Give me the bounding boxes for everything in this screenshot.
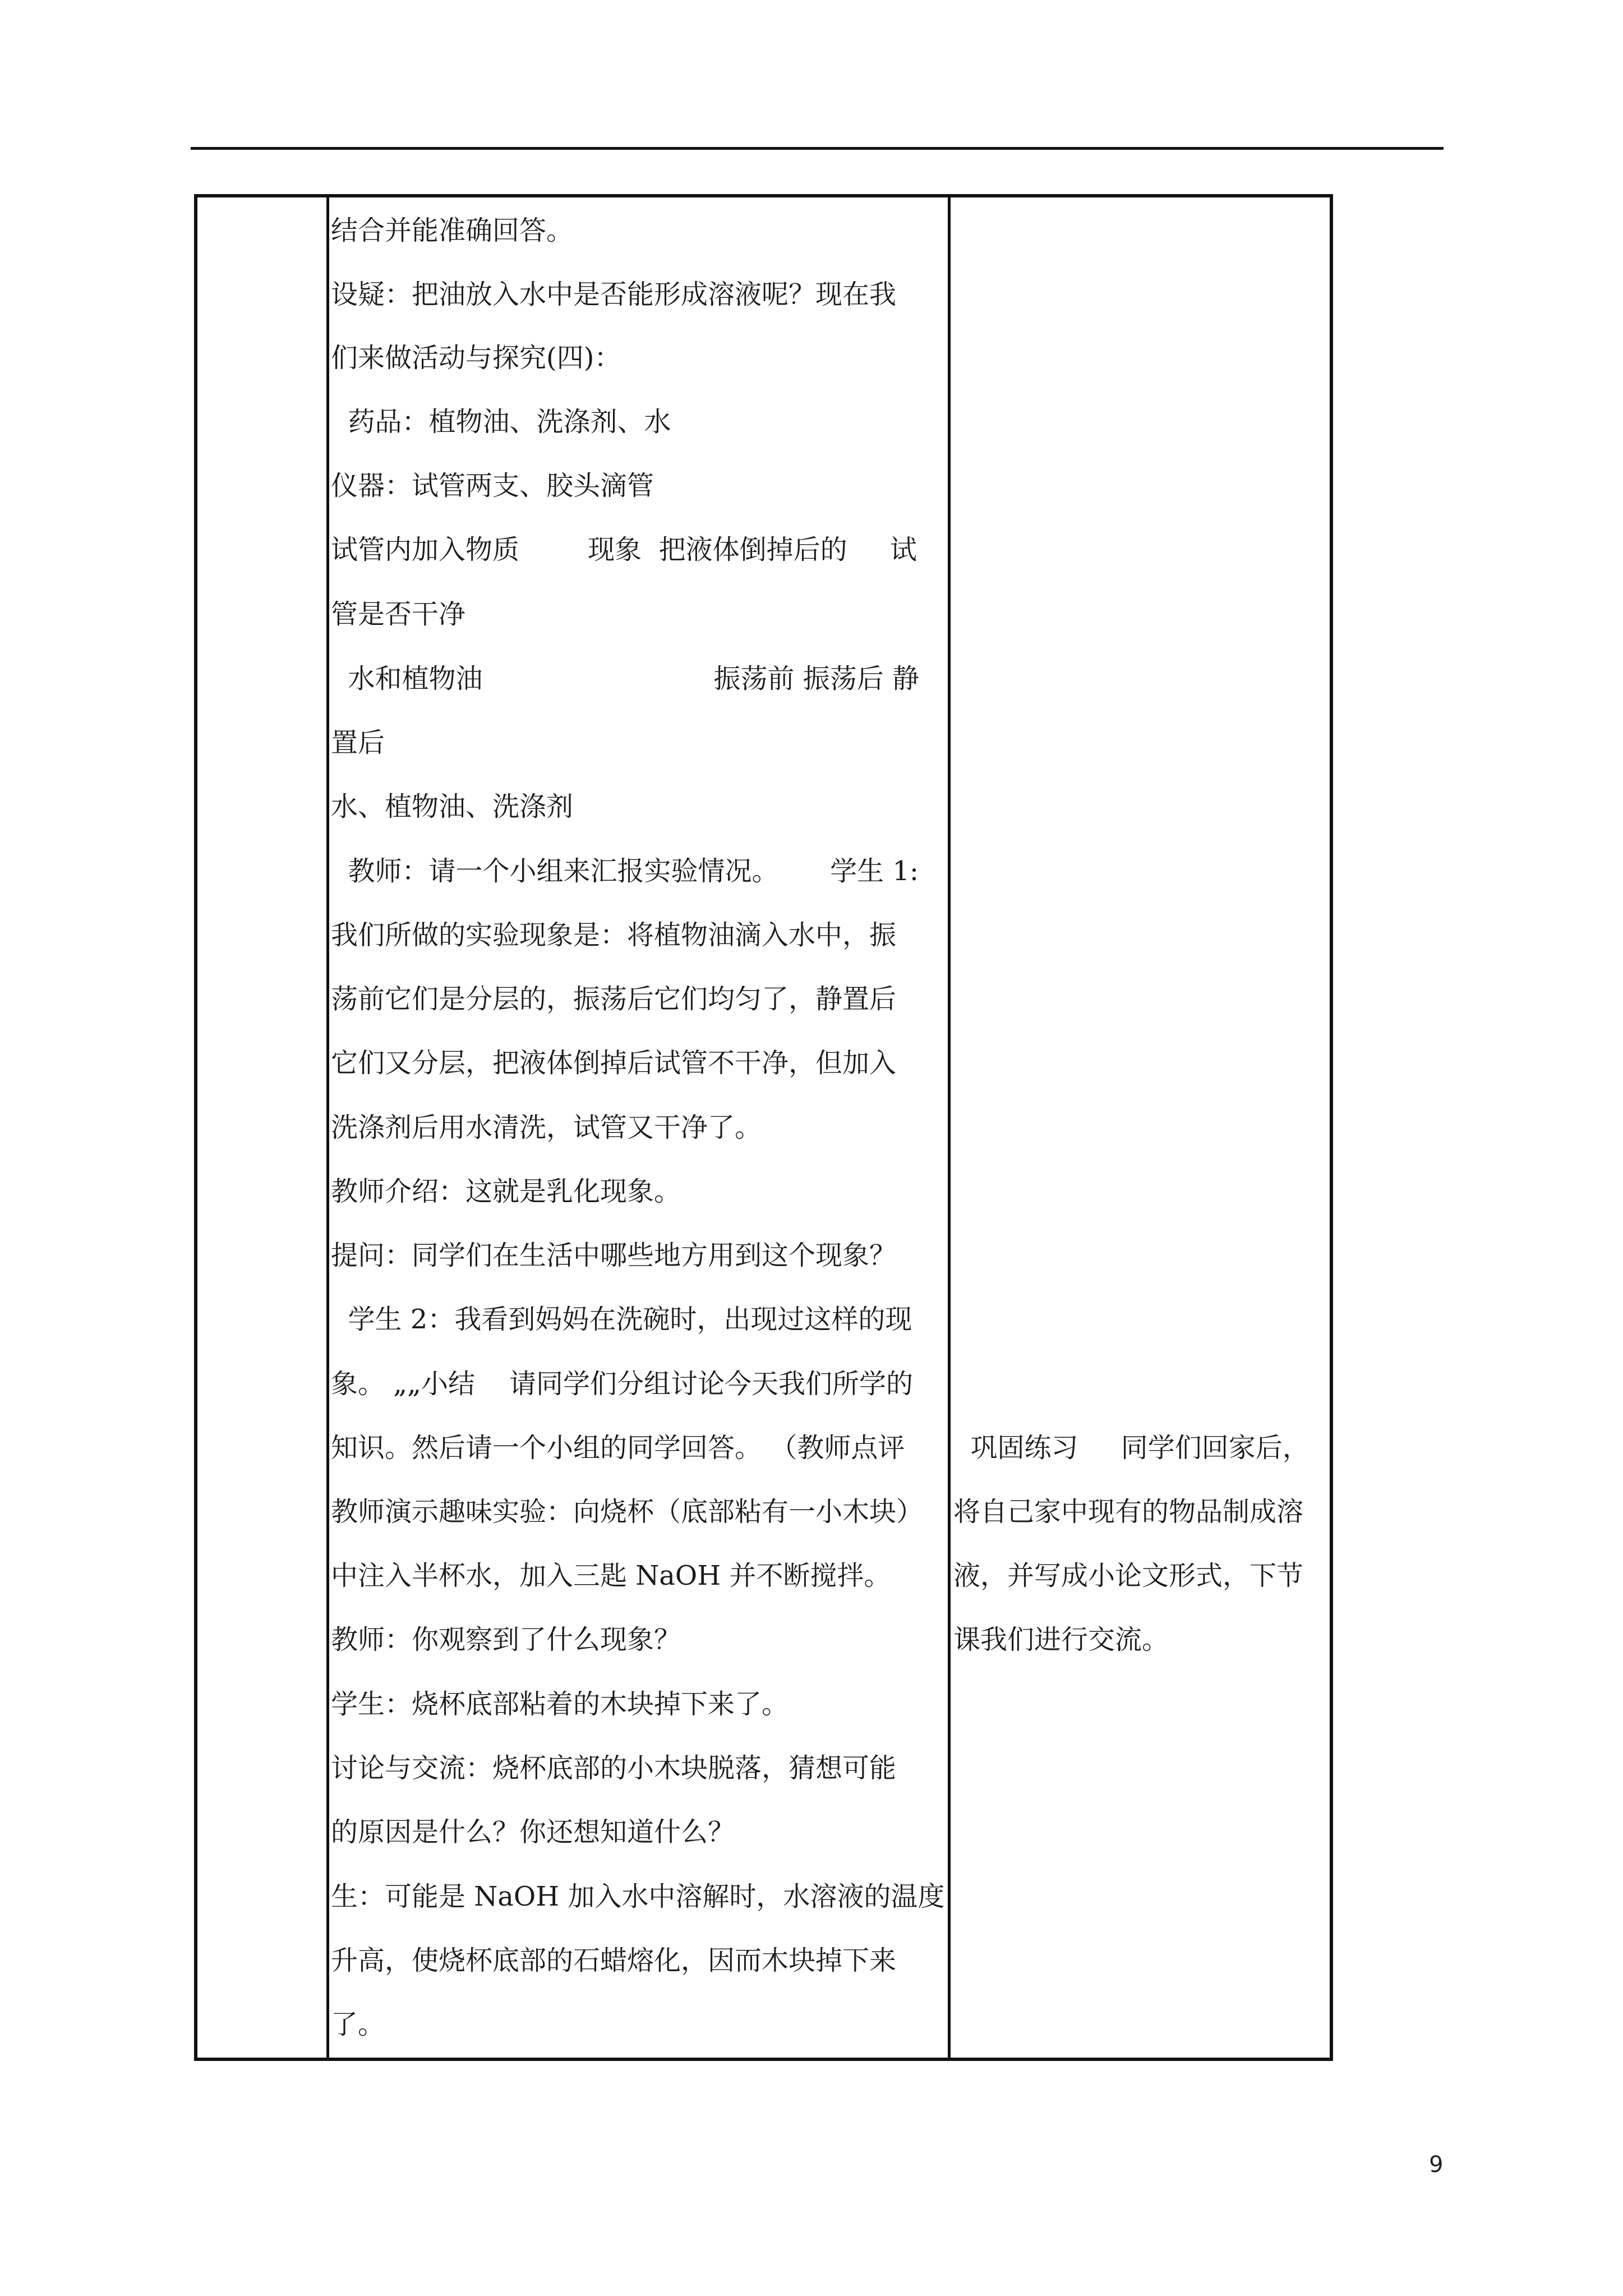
homework-line: 将自己家中现有的物品制成溶 — [953, 1496, 1304, 1527]
teaching-process-line: 们来做活动与探究(四)： — [331, 342, 621, 374]
teaching-process-line: 仪器：试管两支、胶头滴管 — [331, 470, 654, 501]
teaching-process-line: 象。 „„小结 请同学们分组讨论今天我们所学的 — [331, 1368, 914, 1400]
teaching-process-line: 提问：同学们在生活中哪些地方用到这个现象？ — [331, 1240, 897, 1271]
teaching-process-line: 中注入半杯水，加入三匙 NaOH 并不断搅拌。 — [331, 1560, 891, 1591]
homework-line: 液，并写成小论文形式，下节 — [953, 1560, 1304, 1591]
teaching-process-line: 教师：你观察到了什么现象？ — [331, 1624, 681, 1655]
teaching-process-line: 它们又分层，把液体倒掉后试管不干净，但加入 — [331, 1047, 897, 1079]
teaching-process-line: 知识。然后请一个小组的同学回答。 （教师点评 — [331, 1432, 905, 1464]
table-divider-right — [948, 194, 951, 2061]
teaching-process-line: 结合并能准确回答。 — [331, 215, 574, 246]
teaching-process-line: 学生 2：我看到妈妈在洗碗时，出现过这样的现 — [331, 1304, 912, 1335]
header-rule — [191, 147, 1444, 150]
teaching-process-line: 置后 — [331, 727, 385, 758]
teaching-process-line: 的原因是什么？你还想知道什么？ — [331, 1816, 735, 1848]
teaching-process-line: 升高，使烧杯底部的石蜡熔化，因而木块掉下来 — [331, 1945, 897, 1976]
homework-line: 巩固练习 同学们回家后， — [953, 1432, 1310, 1464]
teaching-process-line: 水、植物油、洗涤剂 — [331, 791, 574, 822]
teaching-process-line: 讨论与交流：烧杯底部的小木块脱落，猜想可能 — [331, 1752, 897, 1784]
teaching-process-line: 水和植物油 振荡前 振荡后 静 — [331, 663, 919, 694]
table-divider-left — [326, 194, 329, 2061]
teaching-process-line: 教师演示趣味实验：向烧杯（底部粘有一小木块） — [331, 1496, 924, 1527]
teaching-process-line: 荡前它们是分层的，振荡后它们均匀了，静置后 — [331, 983, 897, 1015]
teaching-process-line: 洗涤剂后用水清洗，试管又干净了。 — [331, 1112, 762, 1143]
teaching-process-line: 生：可能是 NaOH 加入水中溶解时，水溶液的温度 — [331, 1881, 945, 1912]
teaching-process-line: 教师：请一个小组来汇报实验情况。 学生 1: — [331, 855, 919, 887]
teaching-process-line: 药品：植物油、洗涤剂、水 — [331, 406, 671, 438]
teaching-process-line: 了。 — [331, 2009, 385, 2040]
teaching-process-line: 学生：烧杯底部粘着的木块掉下来了。 — [331, 1688, 789, 1720]
teaching-process-line: 试管内加入物质 现象 把液体倒掉后的 试 — [331, 534, 917, 565]
teaching-process-line: 管是否干净 — [331, 599, 466, 630]
homework-line: 课我们进行交流。 — [953, 1624, 1169, 1655]
teaching-process-line: 设疑：把油放入水中是否能形成溶液呢？现在我 — [331, 279, 897, 310]
page-number: 9 — [1429, 2152, 1444, 2178]
teaching-process-line: 教师介绍：这就是乳化现象。 — [331, 1176, 681, 1207]
teaching-process-line: 我们所做的实验现象是：将植物油滴入水中，振 — [331, 919, 897, 951]
